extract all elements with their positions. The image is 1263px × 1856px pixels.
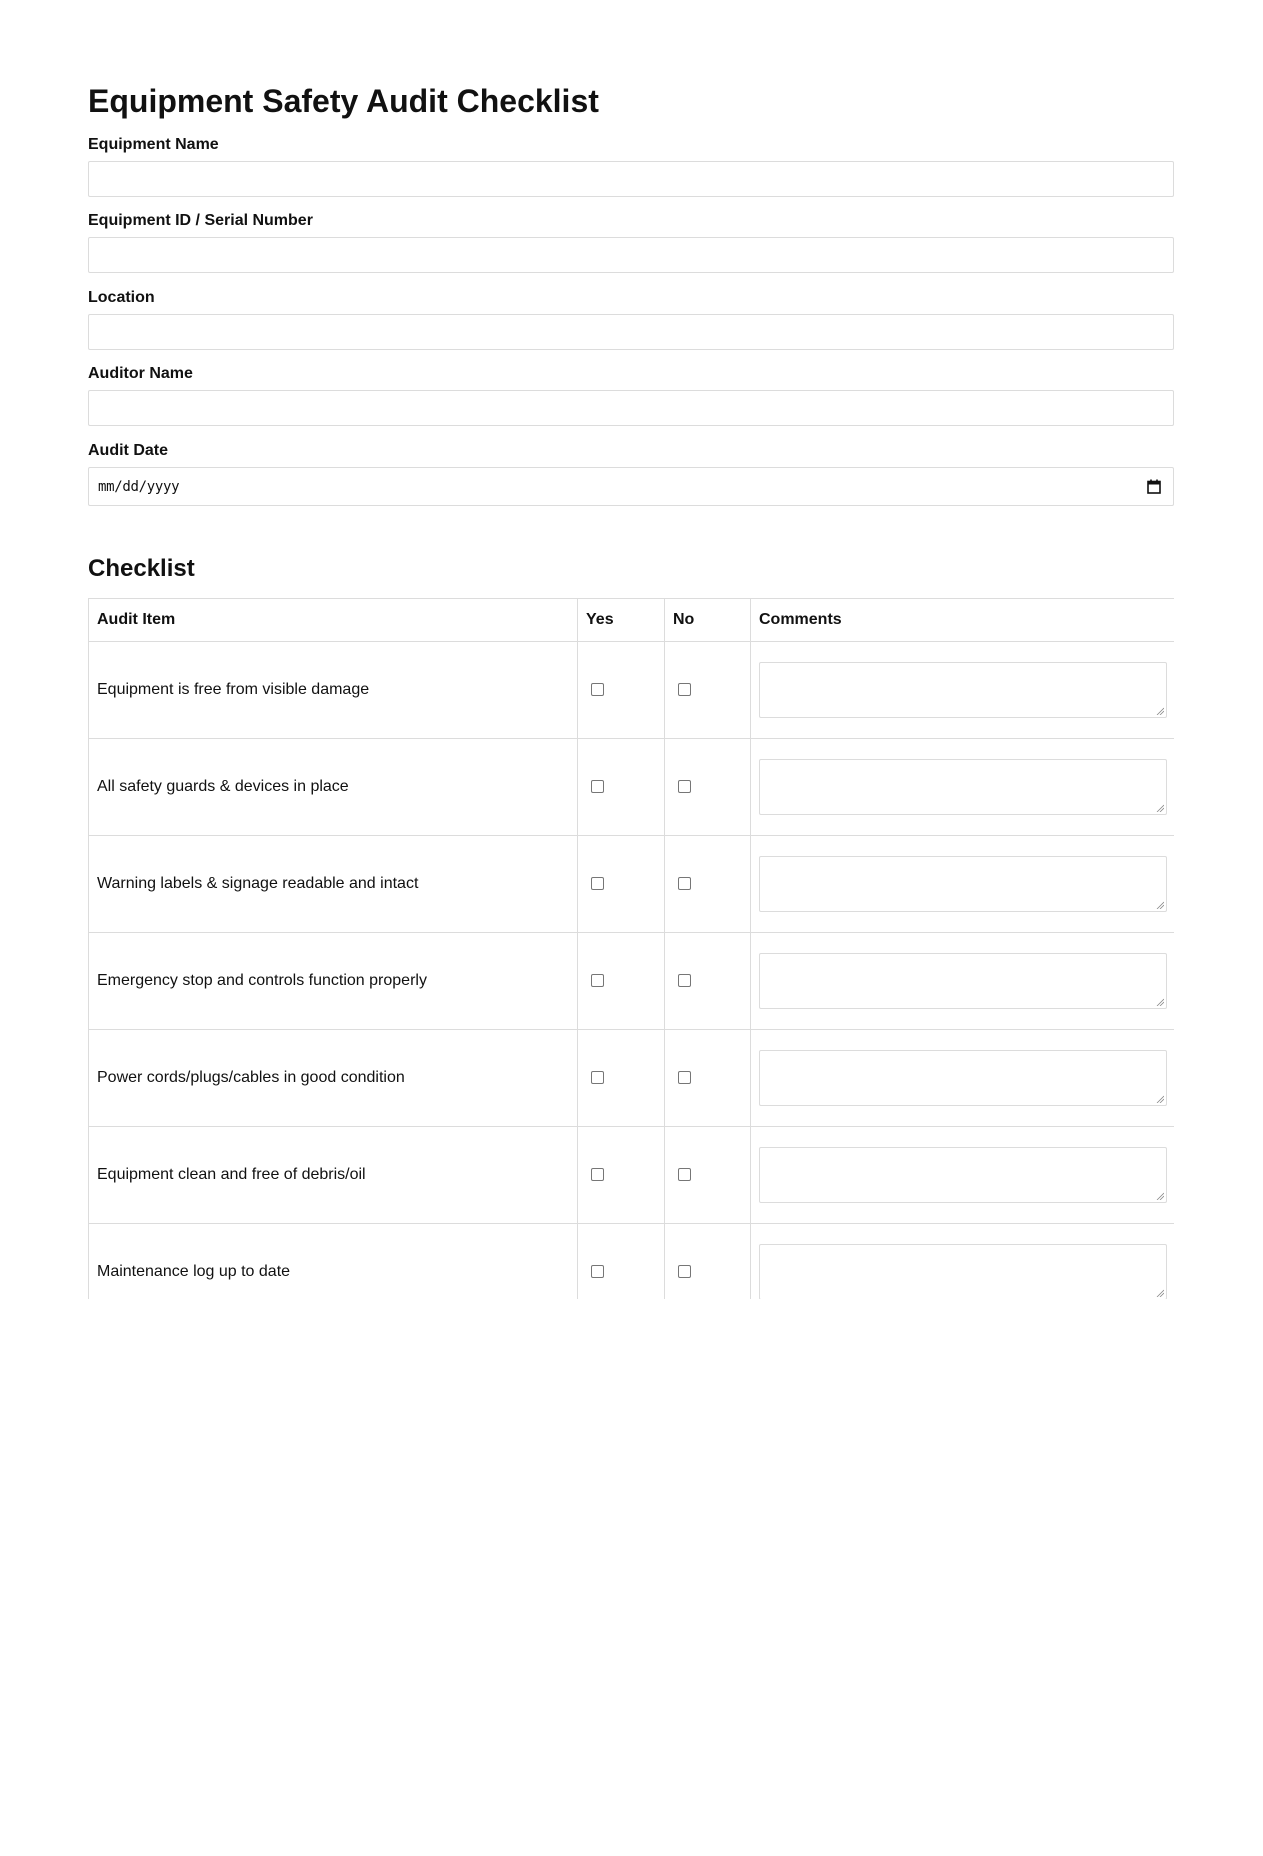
yes-checkbox[interactable] [591,683,604,696]
comment-textarea[interactable] [759,662,1167,718]
resize-grip-icon[interactable] [1156,998,1164,1006]
comment-textarea[interactable] [759,1147,1167,1203]
table-row [89,642,1175,739]
resize-grip-icon[interactable] [1156,804,1164,812]
calendar-icon[interactable] [1147,479,1161,494]
yes-checkbox[interactable] [591,1071,604,1084]
comment-textarea[interactable] [759,953,1167,1009]
no-checkbox[interactable] [678,877,691,890]
resize-grip-icon[interactable] [1156,1289,1164,1297]
yes-checkbox[interactable] [591,780,604,793]
location-input[interactable] [88,314,1174,350]
comment-textarea[interactable] [759,856,1167,912]
comment-textarea[interactable] [759,1050,1167,1106]
audit-item-text: Emergency stop and controls function properly [89,933,578,1030]
no-checkbox[interactable] [678,1265,691,1278]
column-header-no: No [665,599,751,642]
column-header-audit-item: Audit Item [89,599,578,642]
no-checkbox[interactable] [678,683,691,696]
table-row [89,836,1175,933]
equipment-name-input[interactable] [88,161,1174,197]
yes-checkbox[interactable] [591,877,604,890]
table-row [89,1224,1175,1300]
audit-item-text: Equipment clean and free of debris/oil [89,1127,578,1224]
checklist-table-container [88,598,1174,1299]
auditor-name-input[interactable] [88,390,1174,426]
equipment-name-label: Equipment Name [88,136,219,153]
table-row [89,1030,1175,1127]
audit-item-text: Warning labels & signage readable and intact [89,836,578,933]
audit-item-text: Power cords/plugs/cables in good condition [89,1030,578,1127]
resize-grip-icon[interactable] [1156,1095,1164,1103]
yes-checkbox[interactable] [591,1265,604,1278]
yes-checkbox[interactable] [591,974,604,987]
column-header-yes: Yes [578,599,665,642]
checklist-table [88,598,1174,1299]
comment-textarea[interactable] [759,759,1167,815]
column-header-comments: Comments [751,599,1175,642]
no-checkbox[interactable] [678,1168,691,1181]
yes-checkbox[interactable] [591,1168,604,1181]
resize-grip-icon[interactable] [1156,901,1164,909]
audit-item-text: Maintenance log up to date [89,1224,578,1300]
table-header-row [89,599,1175,642]
audit-date-label: Audit Date [88,442,168,459]
resize-grip-icon[interactable] [1156,1192,1164,1200]
checklist-title: Checklist [88,555,195,582]
table-row [89,933,1175,1030]
audit-item-text: Equipment is free from visible damage [89,642,578,739]
no-checkbox[interactable] [678,974,691,987]
table-row [89,1127,1175,1224]
location-label: Location [88,289,155,306]
comment-textarea[interactable] [759,1244,1167,1299]
equipment-id-input[interactable] [88,237,1174,273]
resize-grip-icon[interactable] [1156,707,1164,715]
date-placeholder: mm/dd/yyyy [98,479,180,495]
no-checkbox[interactable] [678,780,691,793]
page-title: Equipment Safety Audit Checklist [88,83,599,119]
equipment-id-label: Equipment ID / Serial Number [88,212,313,229]
auditor-name-label: Auditor Name [88,365,193,382]
audit-item-text: All safety guards & devices in place [89,739,578,836]
audit-date-input[interactable] [88,467,1174,506]
no-checkbox[interactable] [678,1071,691,1084]
table-row [89,739,1175,836]
